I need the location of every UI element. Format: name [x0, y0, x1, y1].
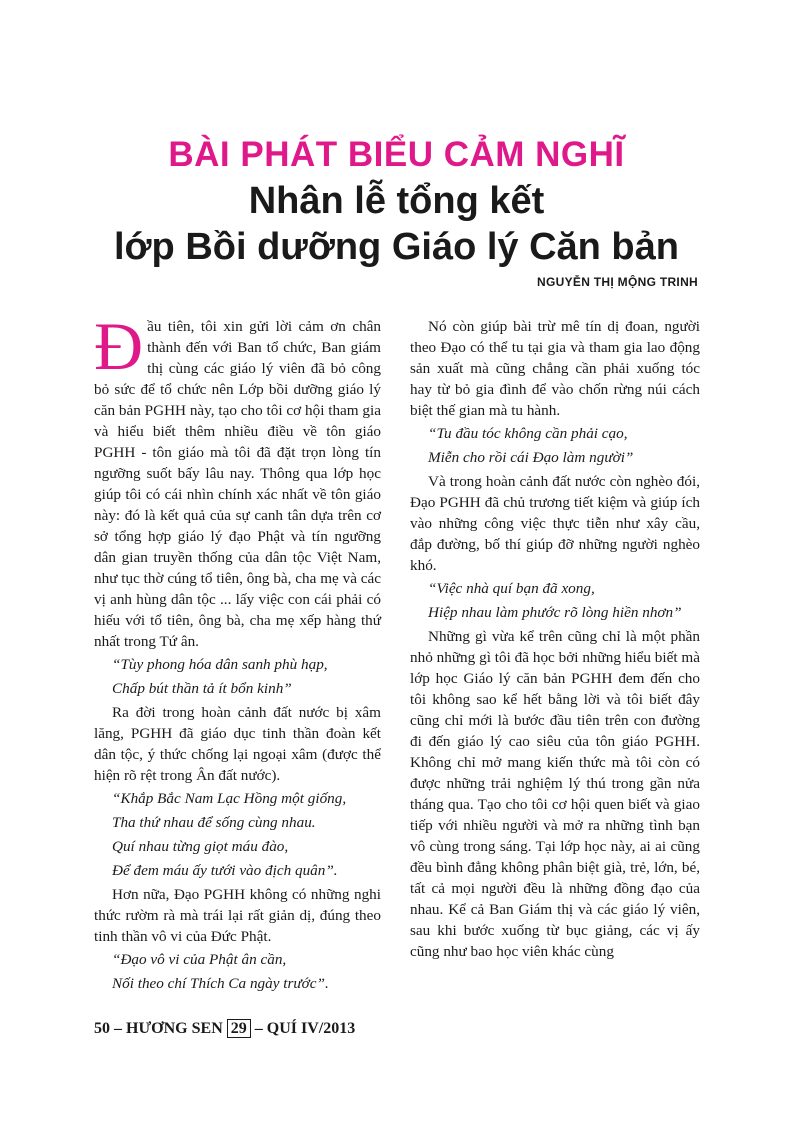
issue-number-box: 29	[227, 1019, 251, 1038]
verse-line: “Khắp Bắc Nam Lạc Hồng một giống,	[112, 790, 347, 807]
page-number: 50	[94, 1020, 110, 1037]
verse-line: Để đem máu ấy tưới vào địch quân”.	[112, 862, 338, 879]
verse-line: “Đạo vô vi của Phật ân cần,	[112, 951, 287, 968]
title-line-2: Nhân lễ tổng kết	[248, 180, 545, 222]
title-line-3: lớp Bồi dưỡng Giáo lý Căn bản	[113, 226, 679, 268]
left-column	[94, 308, 381, 997]
verse-line: Hiệp nhau làm phước rõ lòng hiền nhơn”	[428, 604, 682, 621]
paragraph-intro	[94, 308, 381, 652]
verse-line: “Tu đầu tóc không cần phải cạo,	[428, 425, 628, 442]
paragraph: Và trong hoàn cảnh đất nước còn nghèo đói, Đạo PGHH đã chủ trương tiết kiệm và giúp ích vào những công việc thực tiễn như xây cầu, đắp đường, bố thí giúp đỡ những người nghèo khó.	[410, 473, 700, 574]
verse-line: “Tùy phong hóa dân sanh phù hạp,	[112, 656, 328, 673]
page-footer	[94, 1020, 355, 1038]
magazine-name: – HƯƠNG SEN	[114, 1020, 223, 1037]
title-line-1: BÀI PHÁT BIỂU CẢM NGHĨ	[168, 135, 625, 174]
verse-line: Chấp bút thần tả ít bổn kinh”	[112, 680, 292, 697]
right-column	[410, 316, 700, 962]
paragraph: Những gì vừa kể trên cũng chỉ là một phần nhỏ những gì tôi đã học bởi những hiểu biết mà lớp học Giáo lý căn bản PGHH đem đến cho tôi không sao kể hết bằng lời và tôi biết đây cũng chỉ mới là bước đầu tiên trên con đường đi đến giáo lý cao siêu của tôn giáo PGHH. Không chỉ mở mang kiến thức mà tôi còn có được những trải nghiệm lý thú trong gần nửa tháng qua. Tạo cho tôi cơ hội quen biết và giao tiếp với nhiều người và mở ra những tình bạn vô cùng trong sáng. Tại lớp học này, ai ai cũng đều bình đẳng không phân biệt già, trẻ, lớn, bé, tất cả mọi người đều là những đồng đạo của nhau. Kể cả Ban Giám thị và các giáo lý viên, sau khi bước xuống từ bục giảng, các vị ấy cũng như bao học viên khác cùng	[410, 628, 700, 960]
drop-cap: Đ	[94, 308, 144, 384]
verse-line: Quí nhau từng giọt máu đào,	[112, 838, 289, 855]
author-byline: NGUYỄN THỊ MỘNG TRINH	[537, 275, 698, 289]
verse-line: Miễn cho rồi cái Đạo làm người”	[428, 449, 634, 466]
paragraph: Ra đời trong hoàn cảnh đất nước bị xâm lăng, PGHH đã giáo dục tinh thần đoàn kết dân tộc, ý thức chống lại ngoại xâm (được thể hiện rõ rệt trong Ân đất nước).	[94, 704, 381, 784]
paragraph: Hơn nữa, Đạo PGHH không có những nghi thức rườm rà mà trái lại rất giản dị, đúng theo tinh thần vô vi của Đức Phật.	[94, 886, 381, 945]
paragraph-intro-text: ầu tiên, tôi xin gửi lời cảm ơn chân thành đến với Ban tổ chức, Ban giám thị cùng các giáo lý viên đã bỏ công bỏ sức để tổ chức nên Lớp bồi dưỡng giáo lý căn bản PGHH này, tạo cho tôi cơ hội tham gia và hiểu biết thêm nhiều điều về tôn giáo PGHH - tôn giáo mà tôi đã đặt trọn lòng tín ngưỡng suốt bấy lâu nay. Thông qua lớp học giúp tôi có cái nhìn chính xác nhất về tôn giáo này: đó là kết quả của sự canh tân dựa trên cơ sở tổng hợp giáo lý đạo Phật và tín ngưỡng dân gian truyền thống của dân tộc Việt Nam, như tục thờ cúng tổ tiên, ông bà, cha mẹ và các vị anh hùng dân tộc ... lấy việc con cái phải có hiếu với tổ tiên, ông bà, cha mẹ xếp hàng thứ nhất trong Tứ ân.	[94, 318, 381, 650]
verse-line: Nối theo chí Thích Ca ngày trước”.	[112, 975, 329, 992]
issue-date: – QUÍ IV/2013	[254, 1020, 356, 1037]
article-title	[0, 132, 793, 270]
paragraph: Nó còn giúp bài trừ mê tín dị đoan, người theo Đạo có thể tu tại gia và tham gia lao động sản xuất mà cũng chẳng cần phải xuống tóc hay từ bỏ gia đình để vào chốn rừng núi cách biệt thế gian mà tu hành.	[410, 318, 700, 419]
verse-line: “Việc nhà quí bạn đã xong,	[428, 580, 595, 597]
verse-line: Tha thứ nhau để sống cùng nhau.	[112, 814, 316, 831]
